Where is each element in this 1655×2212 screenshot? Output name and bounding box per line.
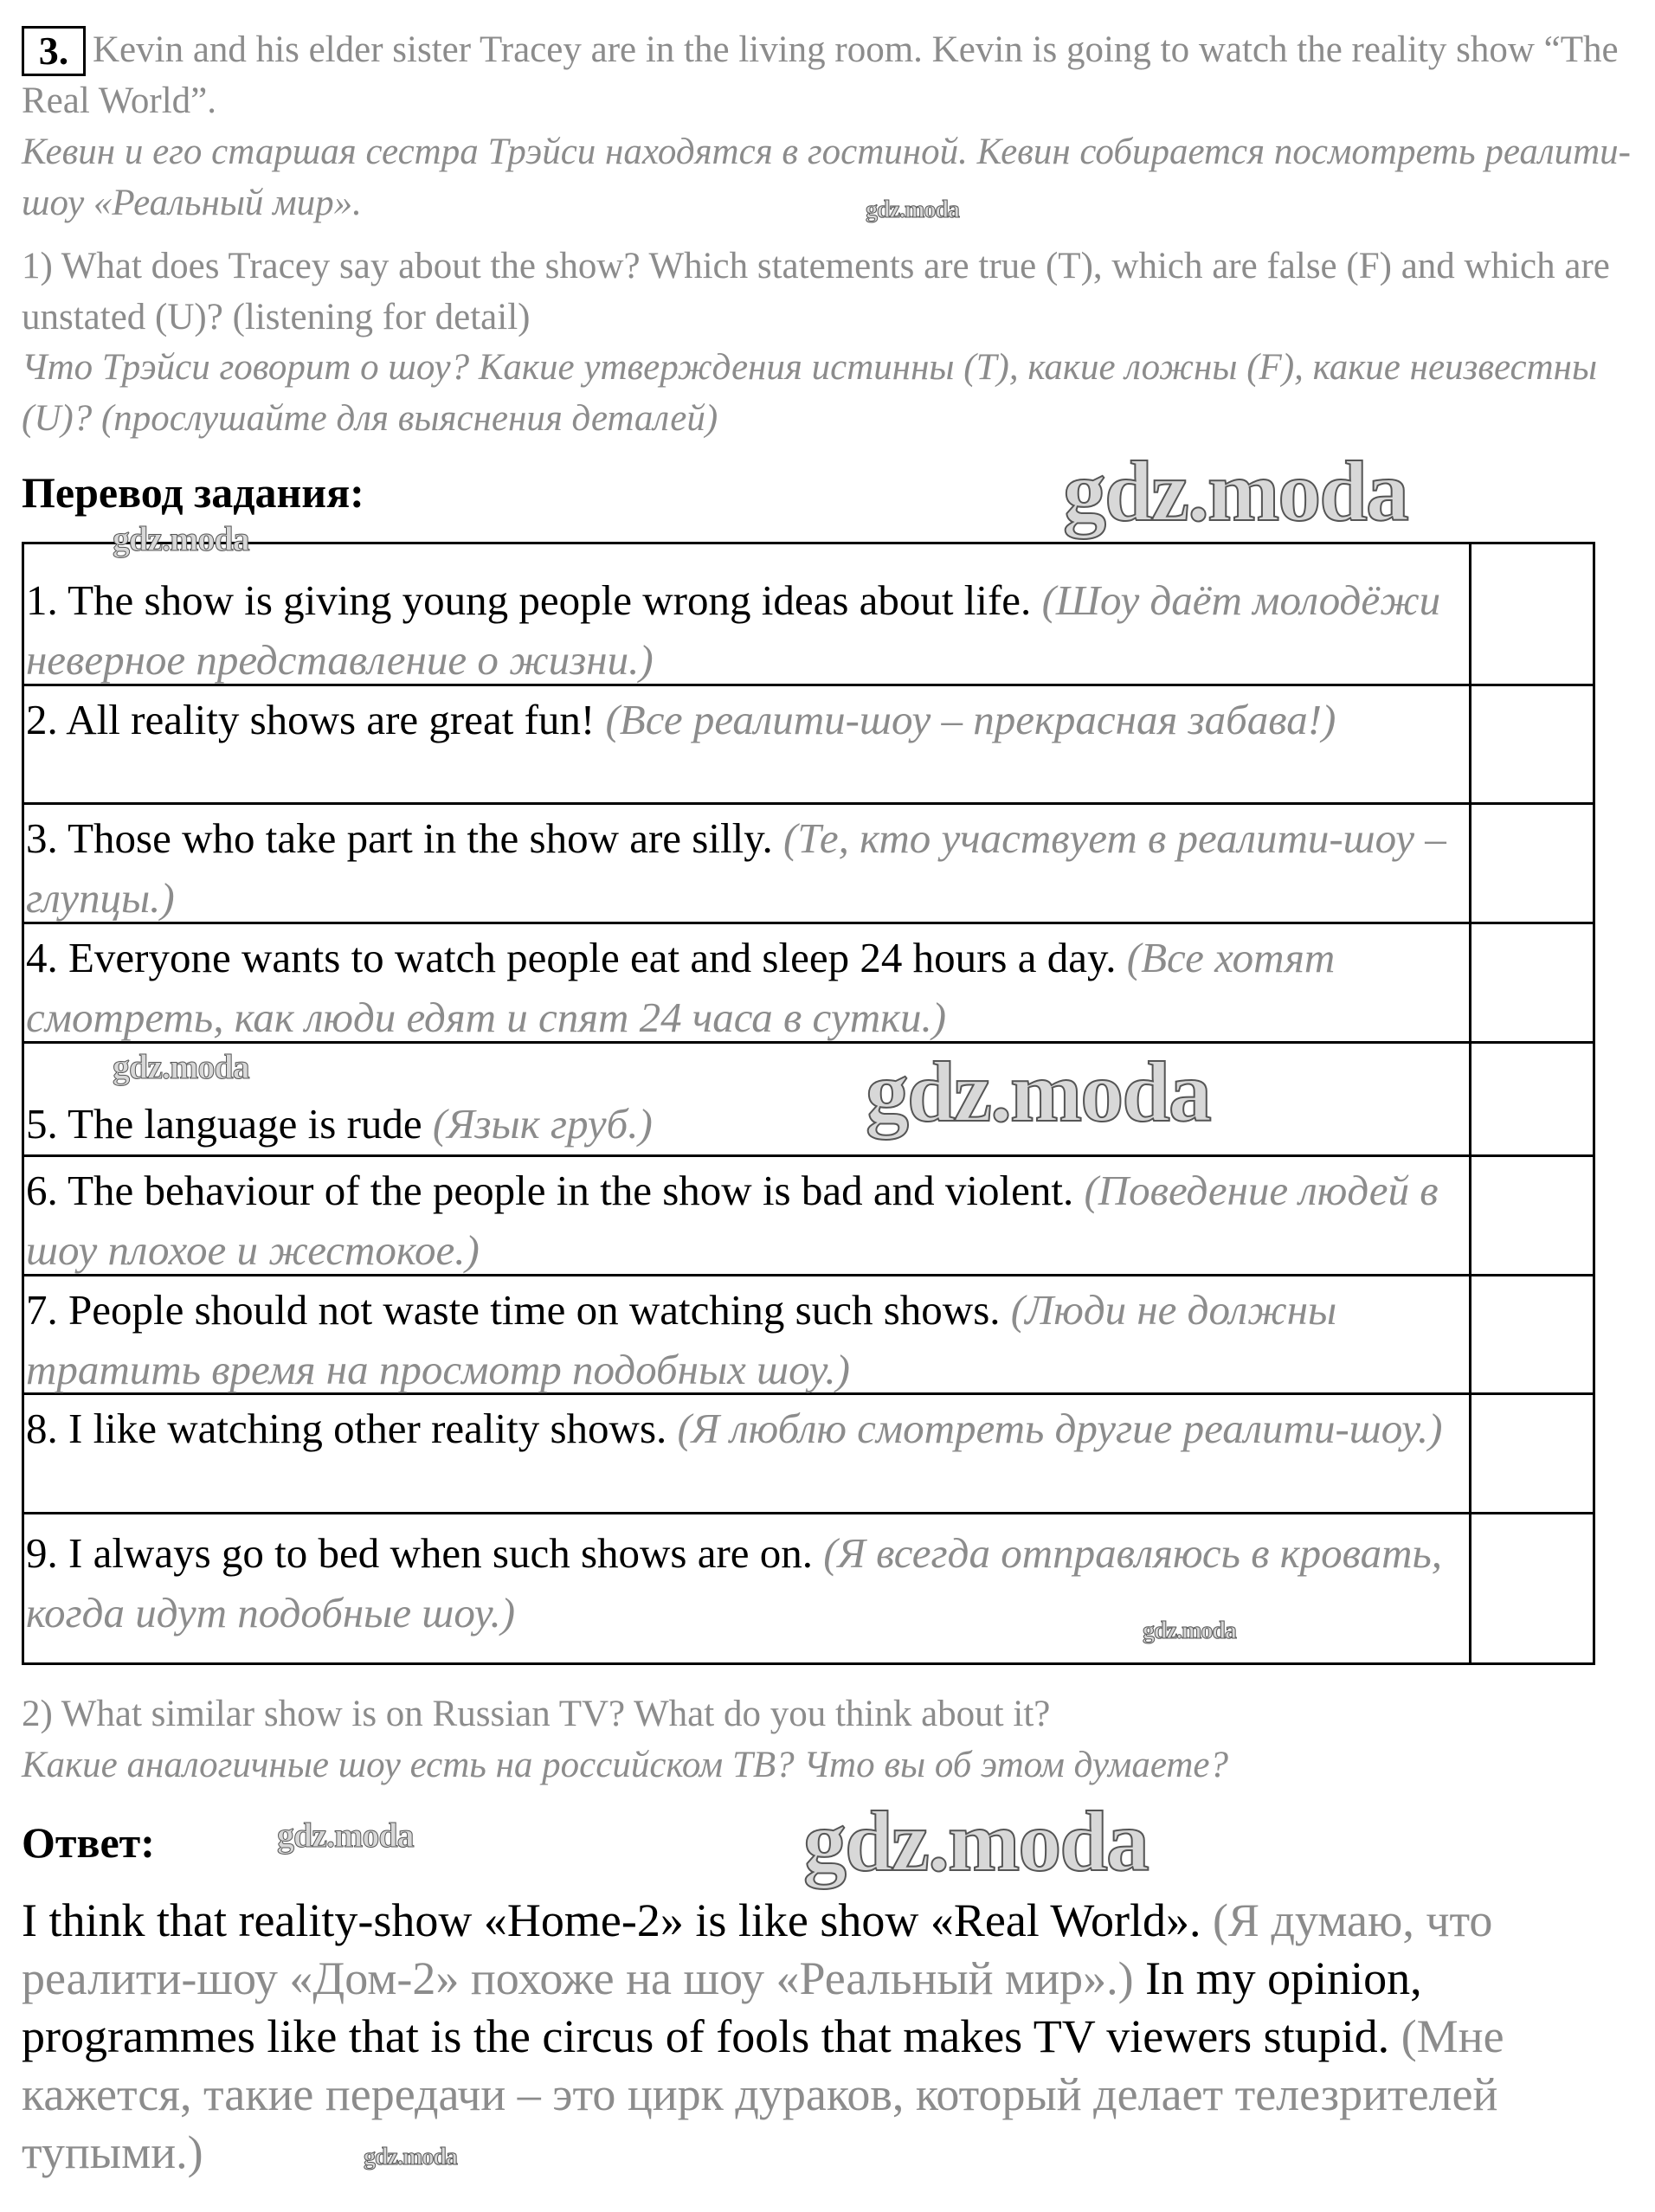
statement-en: 8. I like watching other reality shows.: [26, 1405, 667, 1452]
table-row: [24, 1514, 1593, 1662]
answer-heading: Ответ:: [22, 1818, 155, 1867]
table-row: [24, 1276, 1593, 1395]
statement-cell: [24, 805, 1471, 922]
watermark: gdz.moda: [1063, 443, 1407, 539]
statement-en: 2. All reality shows are great fun!: [26, 696, 596, 743]
statement-ru: (Шоу даёт молодёжи неверное представление о жизни.): [26, 576, 1441, 684]
table-row: [24, 805, 1593, 924]
statement-en: 3. Those who take part in the show are silly.: [26, 814, 773, 862]
answer-en: I think that reality-show «Home-2» is like show «Real World».: [22, 1894, 1201, 1946]
answer-cell[interactable]: [1471, 1276, 1593, 1392]
statement-cell: [24, 686, 1471, 802]
table-row: [24, 1044, 1593, 1157]
answer-cell[interactable]: [1471, 544, 1593, 684]
answer-cell[interactable]: [1471, 686, 1593, 802]
answer-cell[interactable]: [1471, 1514, 1593, 1662]
statements-table: [22, 542, 1595, 1665]
statement-en: 9. I always go to bed when such shows are on.: [26, 1529, 814, 1577]
statement-en: 1. The show is giving young people wrong ideas about life.: [26, 576, 1032, 624]
question2-en: 2) What similar show is on Russian TV? What do you think about it?: [22, 1694, 1051, 1734]
statement-cell: [24, 924, 1471, 1041]
answer-cell[interactable]: [1471, 805, 1593, 922]
statement-cell: [24, 1514, 1471, 1662]
translation-heading: Перевод задания:: [22, 468, 364, 517]
watermark: gdz.moda: [866, 196, 959, 223]
answer-ru: (Я думаю, что реалити-шоу «Дом-2» похоже на шоу «Реальный мир».): [22, 1894, 1493, 2004]
answer-cell[interactable]: [1471, 1157, 1593, 1274]
answer-cell[interactable]: [1471, 1044, 1593, 1154]
task-number: 3.: [22, 26, 86, 76]
watermark: gdz.moda: [113, 519, 249, 558]
question2-ru: Какие аналогичные шоу есть на российском ТВ? Что вы об этом думаете?: [22, 1745, 1228, 1785]
answer-ru: (Мне кажется, такие передачи – это цирк дураков, который делает телезрителей тупыми.): [22, 2010, 1504, 2178]
watermark: gdz.moda: [113, 1047, 249, 1086]
table-row: [24, 686, 1593, 805]
intro-en: Kevin and his elder sister Tracey are in the living room. Kevin is going to watch the reality show “The Real World”.: [22, 29, 1619, 121]
watermark: gdz.moda: [277, 1816, 414, 1855]
watermark: gdz.moda: [803, 1793, 1148, 1889]
watermark: gdz.moda: [866, 1044, 1210, 1140]
statement-cell: [24, 1395, 1471, 1512]
table-row: [24, 924, 1593, 1044]
question1-ru: Что Трэйси говорит о шоу? Какие утверждения истинны (T), какие ложны (F), какие неизвестны (U)? (прослушайте для выяснения деталей): [22, 347, 1598, 439]
intro-ru: Кевин и его старшая сестра Трэйси находятся в гостиной. Кевин собирается посмотреть реалити-шоу «Реальный мир».: [22, 132, 1631, 223]
statement-ru: (Все реалити-шоу – прекрасная забава!): [595, 696, 1336, 743]
statement-en: 6. The behaviour of the people in the show is bad and violent.: [26, 1167, 1074, 1214]
statement-cell: [24, 1157, 1471, 1274]
answer-cell[interactable]: [1471, 1395, 1593, 1512]
watermark: gdz.moda: [364, 2144, 457, 2170]
statement-ru: (Я всегда отправляюсь в кровать, когда идут подобные шоу.): [26, 1529, 1443, 1636]
table-row: [24, 544, 1593, 686]
answer-en: In my opinion, programmes like that is the circus of fools that makes TV viewers stupid.: [22, 1952, 1422, 2062]
statement-ru: (Я люблю смотреть другие реалити-шоу.): [667, 1405, 1443, 1452]
statement-ru: (Те, кто участвует в реалити-шоу – глупцы.): [26, 814, 1446, 922]
table-row: [24, 1157, 1593, 1276]
statement-ru: (Поведение людей в шоу плохое и жестокое.): [26, 1167, 1439, 1274]
question1-en: 1) What does Tracey say about the show? Which statements are true (T), which are false (F) and which are unstated (U)? (listening for detail): [22, 246, 1610, 338]
statement-en: 4. Everyone wants to watch people eat and sleep 24 hours a day.: [26, 934, 1117, 981]
statement-cell: [24, 1276, 1471, 1392]
statement-ru: (Все хотят смотреть, как люди едят и спят 24 часа в сутки.): [26, 934, 1336, 1041]
table-row: [24, 1395, 1593, 1514]
statement-en: 7. People should not waste time on watching such shows.: [26, 1286, 1001, 1334]
answer-cell[interactable]: [1471, 924, 1593, 1041]
statement-cell: [24, 544, 1471, 684]
statement-en: 5. The language is rude: [26, 1100, 422, 1148]
statement-ru: (Люди не должны тратить время на просмотр подобных шоу.): [26, 1286, 1337, 1393]
statement-ru: (Язык груб.): [422, 1100, 653, 1148]
watermark: gdz.moda: [1143, 1617, 1236, 1644]
answer-text: [22, 1892, 1640, 2182]
